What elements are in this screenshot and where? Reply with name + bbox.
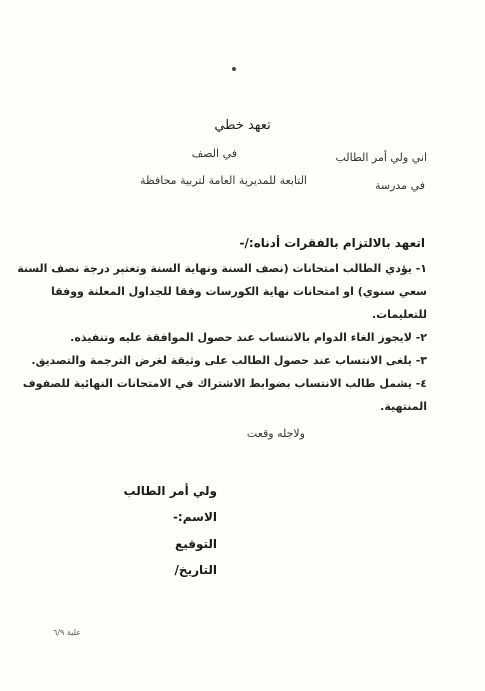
signature-label: التوقيع [175, 537, 217, 551]
item-1-line-3: للتعليمات. [371, 308, 427, 321]
item-1-line-1: ١- يؤدي الطالب امتحانات (نصف السنة ونهاية السنة وتعتبر درجة نصف السنة [17, 262, 427, 275]
directorate-line: التابعة للمديرية العامة لتربية محافظة [140, 174, 307, 187]
item-4-line-2: المنتهية. [380, 400, 427, 413]
footer-note: علية ٦/٩ [53, 628, 81, 637]
item-1-line-2: سعي سنوي) او امتحانات نهاية الكورسات وفقا للجداول المعلنة ووفقا [50, 285, 427, 298]
name-label: الاسم:- [172, 510, 217, 524]
document-title: تعهد خطي [214, 118, 271, 133]
signature-role: ولي أمر الطالب [123, 484, 217, 498]
item-2: ٢- لايجوز الغاء الدوام بالانتساب عند حصول الموافقة عليه وتنفيذه. [70, 331, 427, 344]
item-3: ٣- يلغى الانتساب عند حصول الطالب على وثيقة لغرض الترجمة والتصديق. [31, 354, 427, 367]
closing-line: ولاجله وقعت [246, 427, 305, 440]
school-line: في مدرسة [374, 179, 425, 192]
pledge-heading: اتعهد بالالتزام بالفقرات أدناه:/- [239, 236, 425, 250]
date-label: التاريخ/ [174, 563, 217, 577]
class-line: في الصف [191, 147, 237, 160]
item-4-line-1: ٤- يشمل طالب الانتساب بضوابط الاشتراك في الامتحانات النهائية للصفوف [22, 377, 427, 390]
scan-speck [232, 67, 236, 71]
guardian-line: اني ولي أمر الطالب [335, 151, 427, 164]
